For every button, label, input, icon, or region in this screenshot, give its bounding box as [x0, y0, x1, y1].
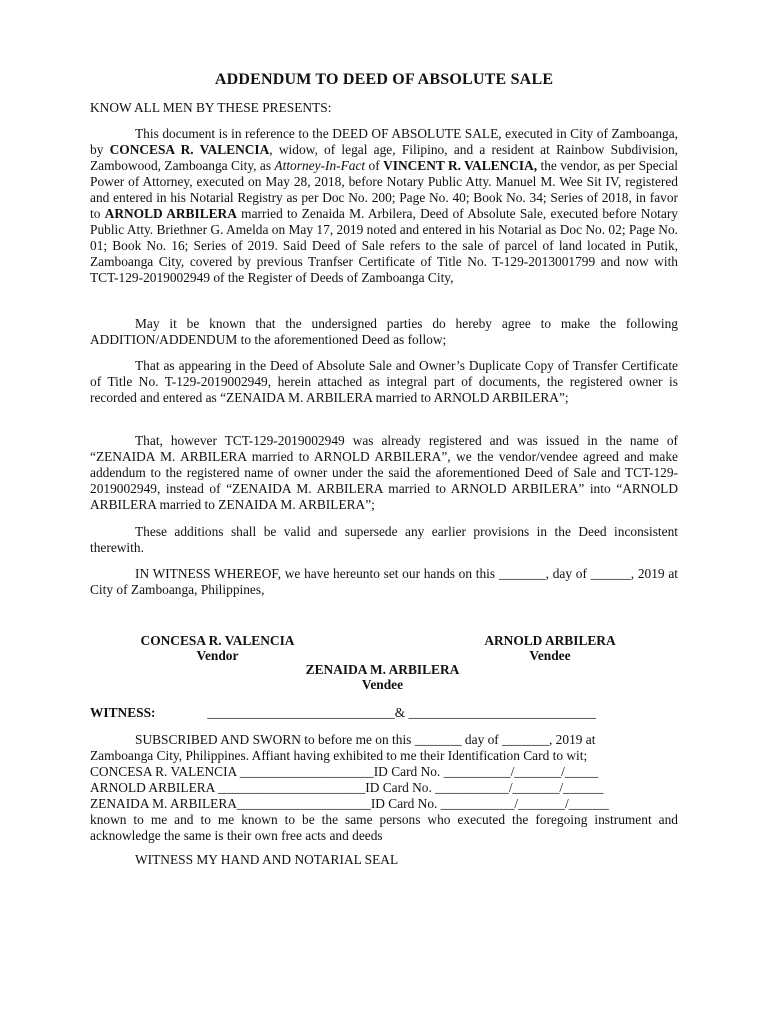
reference-paragraph — [90, 126, 678, 286]
jurat-acknowledgement: known to me and to me known to be the same persons who executed the foregoing instrument and acknowledge the same is their own free acts and deeds — [90, 812, 678, 843]
registered-owner-paragraph: That as appearing in the Deed of Absolute Sale and Owner’s Duplicate Copy of Transfer Certificate of Title No. T-129-2019002949, herein attached as integral part of documents, the registered owner is recorded and entered as “ZENAIDA M. ARBILERA married to ARNOLD ARBILERA”; — [90, 358, 678, 405]
intro-line: KNOW ALL MEN BY THESE PRESENTS: — [90, 100, 332, 115]
p1-text-1: This document is in reference to the DEED OF ABSOLUTE SALE, executed in City of Zamboanga, by — [90, 126, 678, 157]
signatory-name: ARNOLD ARBILERA — [484, 633, 616, 648]
notarial-seal-line: WITNESS MY HAND AND NOTARIAL SEAL — [135, 852, 399, 867]
attorney-in-fact: Attorney-In-Fact — [274, 158, 366, 173]
signatory-role: Vendee — [361, 677, 404, 692]
jurat-id-zenaida: ZENAIDA M. ARBILERA____________________ID Card No. ___________/_______/______ — [90, 796, 609, 811]
addendum-paragraph: That, however TCT-129-2019002949 was already registered and was issued in the name of “ZENAIDA M. ARBILERA married to ARNOLD ARBILERA”, we the vendor/vendee agreed and make addendum to the registered name of owner under the said the aforementioned Deed of Sale and TCT-129-2019002949, instead of “ZENAIDA M. ARBILERA married to ARNOLD ARBILERA” into “ARNOLD ARBILERA married to ZENAIDA M. ARBILERA”; — [90, 433, 678, 512]
witness-line — [90, 705, 596, 721]
vendor-name: CONCESA R. VALENCIA — [109, 142, 270, 157]
p1-text-5: married to Zenaida M. Arbilera, Deed of Absolute Sale, executed before Notary Public Atty. Briethner G. Amelda on May 17, 2019 noted and entered in his Notarial as Doc No. 02; Page No. 01; Book No. 16; Series of 2019. Said Deed of Sale refers to the sale of parcel of land located in Putik, Zamboanga City, covered by previous Tranfser Certificate of Title No. T-129-2013001799 and now with TCT-129-2019002949 of the Register of Deeds of Zamboanga City, — [90, 206, 678, 285]
validity-paragraph: These additions shall be valid and supersede any earlier provisions in the Deed inconsistent therewith. — [90, 524, 678, 555]
witness-label: WITNESS: — [90, 705, 156, 720]
jurat-line-2: Zamboanga City, Philippines. Affiant having exhibited to me their Identification Card to wit; — [90, 748, 588, 763]
principal-name: VINCENT R. VALENCIA, — [383, 158, 538, 173]
signatory-vendee-1 — [460, 633, 640, 663]
signatory-vendor — [110, 633, 325, 663]
document-title: ADDENDUM TO DEED OF ABSOLUTE SALE — [214, 71, 554, 88]
signatory-vendee-2 — [270, 662, 495, 692]
jurat-id-concesa: CONCESA R. VALENCIA ____________________ID Card No. __________/_______/_____ — [90, 764, 599, 779]
witness-blanks: ____________________________& ____________________________ — [207, 705, 596, 720]
signatory-role: Vendee — [529, 648, 571, 663]
witness-whereof-paragraph: IN WITNESS WHEREOF, we have hereunto set our hands on this _______, day of ______, 2019 at City of Zamboanga, Philippines, — [90, 566, 678, 597]
p1-text-2: , widow, of legal age, Filipino, and a resident at Rainbow Subdivision, Zambowood, Zamboanga City, as — [90, 142, 678, 173]
p1-text-4: the vendor, as per Special Power of Attorney, executed on May 28, 2018, before Notary Public Atty. Manuel M. Wee Sit IV, registered and entered in his Notarial Registry as per Doc No. 200; Page No. 40; Book No. 34; Series of 2018, in favor to — [90, 158, 679, 221]
agreement-paragraph: May it be known that the undersigned parties do hereby agree to make the following ADDITION/ADDENDUM to the aforementioned Deed as follow; — [90, 316, 678, 347]
signatory-name: CONCESA R. VALENCIA — [140, 633, 295, 648]
signatory-role: Vendor — [196, 648, 239, 663]
p1-text-3: of — [365, 158, 384, 173]
signatory-name: ZENAIDA M. ARBILERA — [305, 662, 460, 677]
vendee-name: ARNOLD ARBILERA — [104, 206, 237, 221]
jurat-id-arnold: ARNOLD ARBILERA ______________________ID Card No. ___________/_______/______ — [90, 780, 604, 795]
jurat-line-1: SUBSCRIBED AND SWORN to before me on this _______ day of _______, 2019 at — [135, 732, 596, 747]
